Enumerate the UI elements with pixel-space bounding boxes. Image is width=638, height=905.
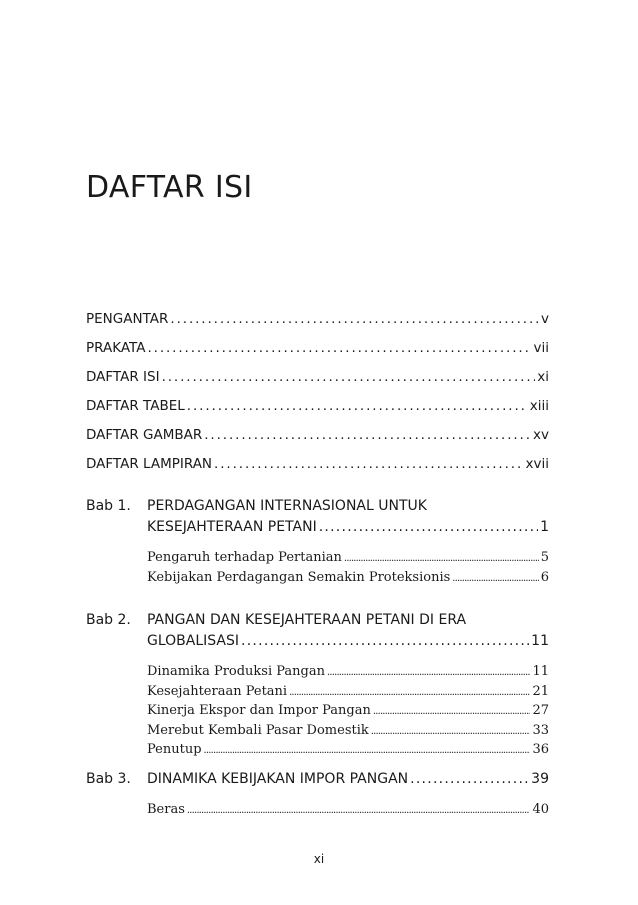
chapter-title-entry[interactable] xyxy=(147,519,549,540)
dot-leader xyxy=(327,664,530,679)
section-page: 5 xyxy=(540,550,549,565)
chapter-number: Bab 1. xyxy=(86,498,131,514)
dot-leader xyxy=(241,633,529,649)
section-entry[interactable] xyxy=(147,742,549,762)
dot-leader xyxy=(371,723,531,738)
section-entry[interactable] xyxy=(147,703,549,723)
toc-entry-label: PRAKATA xyxy=(86,340,146,356)
section-label: Beras xyxy=(147,802,185,817)
toc-entry-label: DAFTAR GAMBAR xyxy=(86,427,203,443)
section-entry[interactable] xyxy=(147,723,549,743)
dot-leader xyxy=(373,703,531,718)
front-matter-list xyxy=(86,311,549,477)
toc-entry-label: PENGANTAR xyxy=(86,311,169,327)
toc-entry-page: xvii xyxy=(525,456,549,472)
chapter-title-entry[interactable] xyxy=(147,771,549,792)
chapter-page: 11 xyxy=(531,633,549,649)
section-label: Kesejahteraan Petani xyxy=(147,683,288,699)
section-label: Dinamika Produksi Pangan xyxy=(147,664,326,679)
dot-leader xyxy=(170,311,539,327)
section-label: Pengaruh terhadap Pertanian xyxy=(147,550,342,565)
toc-entry-daftar-tabel[interactable] xyxy=(86,398,549,419)
dot-leader xyxy=(289,684,530,699)
chapter-number: Bab 3. xyxy=(86,771,131,787)
dot-leader xyxy=(147,340,531,356)
toc-entry-daftar-lampiran[interactable] xyxy=(86,456,549,477)
dot-leader xyxy=(214,456,523,472)
dot-leader xyxy=(319,519,538,535)
toc-entry-label: DAFTAR TABEL xyxy=(86,398,185,414)
toc-entry-pengantar[interactable] xyxy=(86,311,549,332)
chapter-title-line: GLOBALISASI xyxy=(147,633,240,649)
dot-leader xyxy=(187,802,531,817)
section-entry[interactable] xyxy=(147,570,549,590)
section-label: Merebut Kembali Pasar Domestik xyxy=(147,722,369,738)
section-page: 33 xyxy=(532,722,549,738)
section-entry[interactable] xyxy=(147,802,549,822)
toc-entry-page: xv xyxy=(533,427,549,443)
page-number: xi xyxy=(313,852,325,866)
section-entry[interactable] xyxy=(147,550,549,570)
dot-leader xyxy=(187,398,528,414)
dot-leader xyxy=(410,771,529,787)
dot-leader xyxy=(204,742,531,757)
section-label: Kebijakan Perdagangan Semakin Proteksionis xyxy=(147,569,451,585)
chapter-title-line: PANGAN DAN KESEJAHTERAAN PETANI DI ERA xyxy=(147,612,467,628)
section-label: Kinerja Ekspor dan Impor Pangan xyxy=(147,703,371,718)
toc-entry-label: DAFTAR LAMPIRAN xyxy=(86,456,213,472)
dot-leader xyxy=(204,427,531,443)
toc-entry-page: xi xyxy=(537,369,549,385)
section-page: 27 xyxy=(532,703,549,718)
toc-entry-daftar-isi[interactable] xyxy=(86,369,549,390)
chapter-page: 39 xyxy=(531,771,549,787)
chapter-title-line: DINAMIKA KEBIJAKAN IMPOR PANGAN xyxy=(147,771,409,787)
section-page: 11 xyxy=(532,664,549,679)
dot-leader xyxy=(344,550,539,565)
dot-leader xyxy=(452,570,538,585)
chapter-page: 1 xyxy=(540,519,549,535)
toc-entry-page: xiii xyxy=(529,398,549,414)
toc-entry-page: vii xyxy=(533,340,549,356)
chapter-title-line: PERDAGANGAN INTERNASIONAL UNTUK xyxy=(147,498,427,514)
section-page: 36 xyxy=(532,742,549,757)
chapter-number: Bab 2. xyxy=(86,612,131,628)
section-page: 6 xyxy=(540,569,549,585)
dot-leader xyxy=(162,369,536,385)
toc-entry-page: v xyxy=(541,311,549,327)
section-label: Penutup xyxy=(147,742,202,757)
toc-entry-label: DAFTAR ISI xyxy=(86,369,160,385)
section-entry[interactable] xyxy=(147,684,549,704)
section-page: 40 xyxy=(532,802,549,817)
page-title: DAFTAR ISI xyxy=(86,170,253,205)
toc-entry-prakata[interactable] xyxy=(86,340,549,361)
section-page: 21 xyxy=(532,683,549,699)
chapter-title-line: KESEJAHTERAAN PETANI xyxy=(147,519,317,535)
section-entry[interactable] xyxy=(147,664,549,684)
toc-entry-daftar-gambar[interactable] xyxy=(86,427,549,448)
chapter-title-entry[interactable] xyxy=(147,633,549,654)
